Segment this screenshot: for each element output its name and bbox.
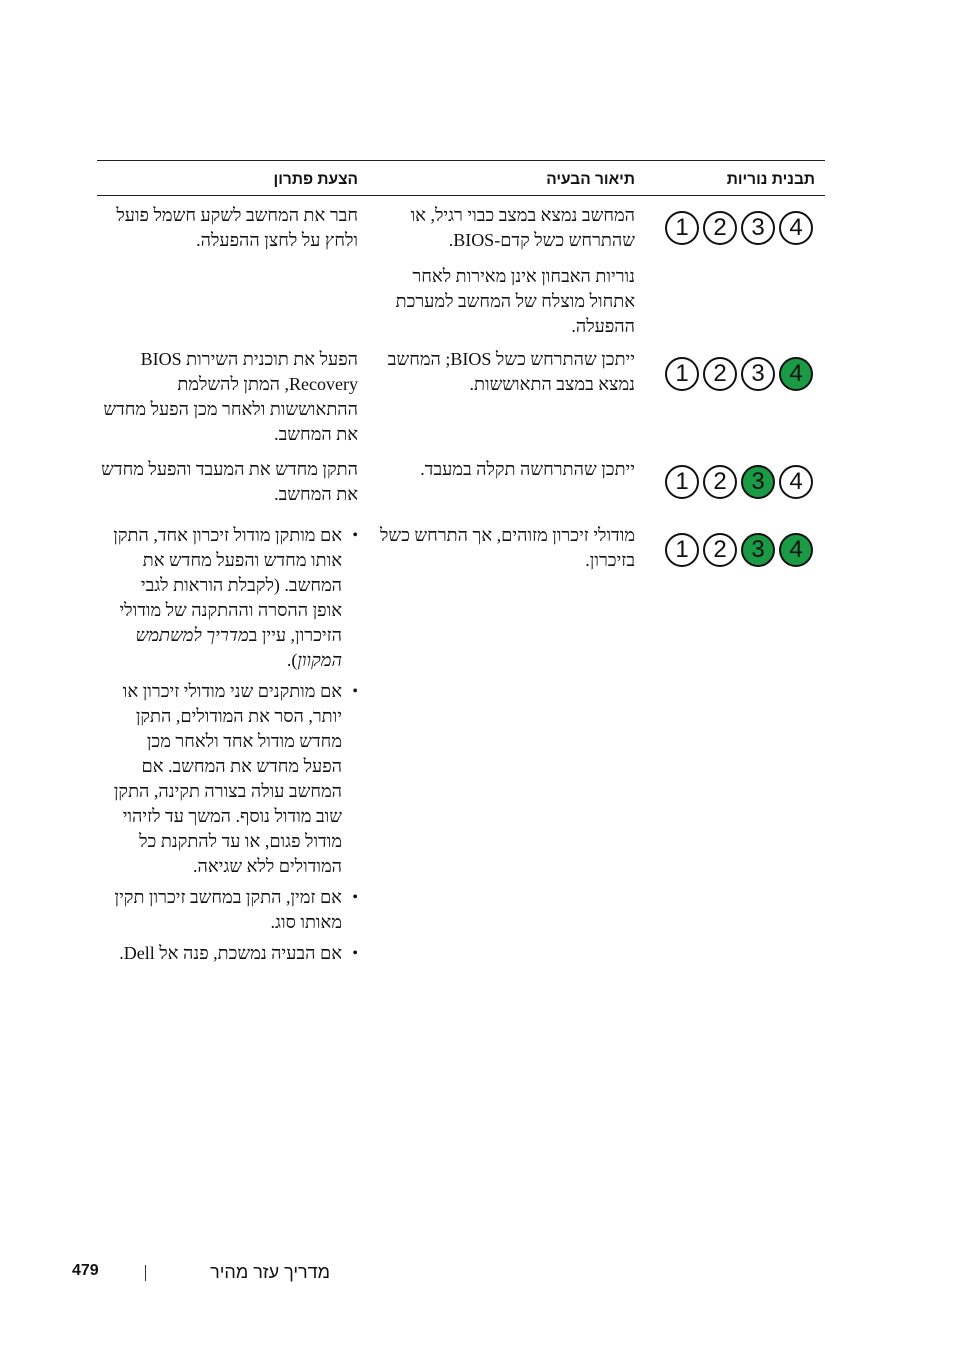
footer-title: מדריך עזר מהיר	[210, 1262, 330, 1282]
row4-description: ייתכן שהתרחשה תקלה במעבד.	[420, 459, 635, 479]
led-indicator: 2	[703, 357, 737, 391]
row1-solution: חבר את המחשב לשקע חשמל פועל ולחץ על לחצן ההפעלה.	[116, 205, 358, 250]
row1-description: המחשב נמצא במצב כבוי רגיל, או שהתרחש כשל קדם-BIOS.	[410, 205, 635, 250]
bullet-text-end: ).	[286, 650, 298, 670]
row2-description: נוריות האבחון אינן מאירות לאחר אתחול מוצלח של המחשב למערכת ההפעלה.	[395, 266, 635, 336]
led-pattern-row4	[665, 465, 813, 499]
led-indicator: 3	[741, 465, 775, 499]
solution-bullet-list	[108, 523, 358, 966]
page-number: 479	[72, 1262, 99, 1279]
list-item	[108, 523, 358, 673]
list-item: • אם זמין, התקן במחשב זיכרון תקין מאותו סוג.	[108, 885, 358, 935]
row4-solution: התקן מחדש את המעבד והפעל מחדש את המחשב.	[101, 459, 358, 504]
led-indicator: 3	[741, 533, 775, 567]
led-diagnostic-table	[97, 160, 825, 963]
header-solution: הצעת פתרון	[273, 171, 358, 188]
led-indicator: 1	[665, 357, 699, 391]
led-indicator: 1	[665, 211, 699, 245]
led-indicator: 2	[703, 533, 737, 567]
row5-solution	[108, 523, 358, 972]
led-indicator: 4	[779, 211, 813, 245]
row5-description: מודולי זיכרון מזוהים, אך התרחש כשל בזיכרון.	[379, 525, 635, 570]
bullet-text: אם מותקן מודול זיכרון אחד, התקן אותו מחדש והפעל מחדש את המחשב. (לקבלת הוראות לגבי אופן ההסרה וההתקנה של מודולי הזיכרון, עיין ב	[113, 525, 342, 645]
led-indicator: 3	[741, 211, 775, 245]
led-indicator: 1	[665, 465, 699, 499]
led-indicator: 4	[779, 357, 813, 391]
footer-divider	[145, 1265, 146, 1281]
led-indicator: 4	[779, 465, 813, 499]
manual-title: מדריך למשתמש המקוון	[135, 625, 342, 670]
led-indicator: 2	[703, 211, 737, 245]
led-pattern-row3	[665, 357, 813, 391]
led-indicator: 1	[665, 533, 699, 567]
led-pattern-row5	[665, 533, 813, 567]
list-item: • אם מותקנים שני מודולי זיכרון או יותר, הסר את המודולים, התקן מחדש מודול אחד ולאחר מכן הפעל מחדש את המחשב. אם המחשב עולה בצורה תקינה, התקן שוב מודול נוסף. המשך עד לזיהוי מודול פגום, או עד להתקנת כל המודולים ללא שגיאה.	[108, 679, 358, 879]
led-indicator: 3	[741, 357, 775, 391]
table-header	[97, 161, 825, 196]
led-indicator: 2	[703, 465, 737, 499]
led-pattern-row1	[665, 211, 813, 245]
led-indicator: 4	[779, 533, 813, 567]
header-pattern: תבנית נוריות	[726, 171, 815, 188]
row3-description: ייתכן שהתרחש כשל BIOS; המחשב נמצא במצב התאוששות.	[387, 349, 635, 394]
list-item: • אם הבעיה נמשכת, פנה אל Dell.	[108, 941, 358, 966]
row3-solution: הפעל את תוכנית השירות BIOS Recovery, המתן להשלמת ההתאוששות ולאחר מכן הפעל מחדש את המחשב.	[103, 349, 358, 444]
header-description: תיאור הבעיה	[546, 171, 635, 188]
